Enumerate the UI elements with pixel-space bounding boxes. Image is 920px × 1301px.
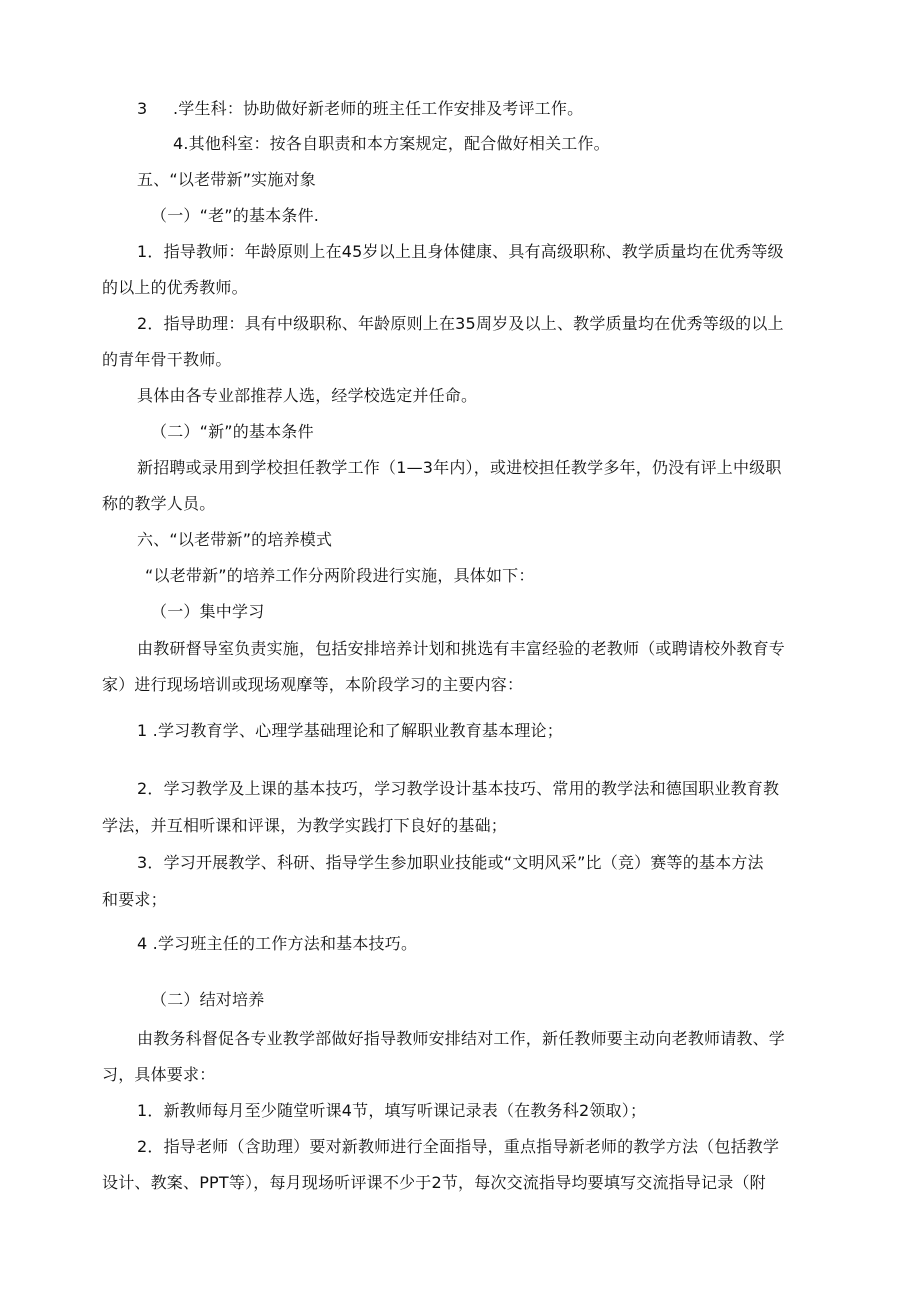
- section-heading-6: 六、“以老带新”的培养模式: [137, 530, 333, 549]
- paragraph-mentor-assistant: 2．指导助理：具有中级职称、年龄原则上在35周岁及以上、教学质量均在优秀等级的以上: [137, 314, 784, 333]
- paragraph-pairing-desc: 由教务科督促各专业教学部做好指导教师安排结对工作，新任教师要主动向老教师请教、学: [137, 1029, 786, 1048]
- paragraph-student-affairs: [137, 99, 583, 119]
- list-item-4: 4 .学习班主任的工作方法和基本技巧。: [137, 934, 418, 953]
- item-text: .学生科：协助做好新老师的班主任工作安排及考评工作。: [173, 99, 584, 118]
- paragraph-centralized-desc: 由教研督导室负责实施，包括安排培养计划和挑选有丰富经验的老教师（或聘请校外教育专: [137, 639, 786, 658]
- paragraph-training-intro: “以老带新”的培养工作分两阶段进行实施，具体如下：: [145, 566, 535, 585]
- list-item-2: 2．学习教学及上课的基本技巧，学习教学设计基本技巧、常用的教学法和德国职业教育教: [137, 779, 780, 798]
- paragraph-mentor-teacher: 1．指导教师：年龄原则上在45岁以上且身体健康、具有高级职称、教学质量均在优秀等级: [137, 242, 784, 261]
- paragraph-new-teacher-cont: 称的教学人员。: [102, 494, 216, 513]
- paragraph-centralized-desc-cont: 家）进行现场培训或现场观摩等，本阶段学习的主要内容：: [102, 675, 524, 694]
- paragraph-other-departments: 4.其他科室：按各自职责和本方案规定，配合做好相关工作。: [173, 134, 610, 153]
- paragraph-new-teacher: 新招聘或录用到学校担任教学工作（1—3年内），或进校担任教学多年，仍没有评上中级职: [137, 458, 782, 477]
- paragraph-mentor-teacher-cont: 的以上的优秀教师。: [102, 278, 248, 297]
- subsection-heading-pairing: （二）结对培养: [151, 990, 265, 1009]
- subsection-heading-new-criteria: （二）“新”的基本条件: [151, 422, 314, 441]
- requirement-item-2-cont: 设计、教案、PPT等），每月现场听评课不少于2节，每次交流指导均要填写交流指导记录（附: [102, 1173, 766, 1192]
- list-item-3: 3．学习开展教学、科研、指导学生参加职业技能或“文明风采”比（竞）赛等的基本方法: [137, 853, 764, 872]
- section-heading-5: 五、“以老带新”实施对象: [137, 170, 316, 189]
- subsection-heading-old-criteria: （一）“老”的基本条件.: [151, 206, 320, 225]
- list-item-1: 1 .学习教育学、心理学基础理论和了解职业教育基本理论；: [137, 721, 563, 740]
- requirement-item-1: 1．新教师每月至少随堂听课4节，填写听课记录表（在教务科2领取）；: [137, 1101, 647, 1120]
- list-item-3-cont: 和要求；: [102, 890, 167, 909]
- list-item-2-cont: 学法，并互相听课和评课，为教学实践打下良好的基础；: [102, 816, 508, 835]
- paragraph-mentor-assistant-cont: 的青年骨干教师。: [102, 350, 232, 369]
- requirement-item-2: 2．指导老师（含助理）要对新教师进行全面指导，重点指导新老师的教学方法（包括教学: [137, 1137, 780, 1156]
- paragraph-selection: 具体由各专业部推荐人选，经学校选定并任命。: [137, 386, 478, 405]
- paragraph-pairing-desc-cont: 习，具体要求：: [102, 1065, 216, 1084]
- subsection-heading-centralized: （一）集中学习: [151, 602, 265, 621]
- item-number: 3: [137, 99, 148, 118]
